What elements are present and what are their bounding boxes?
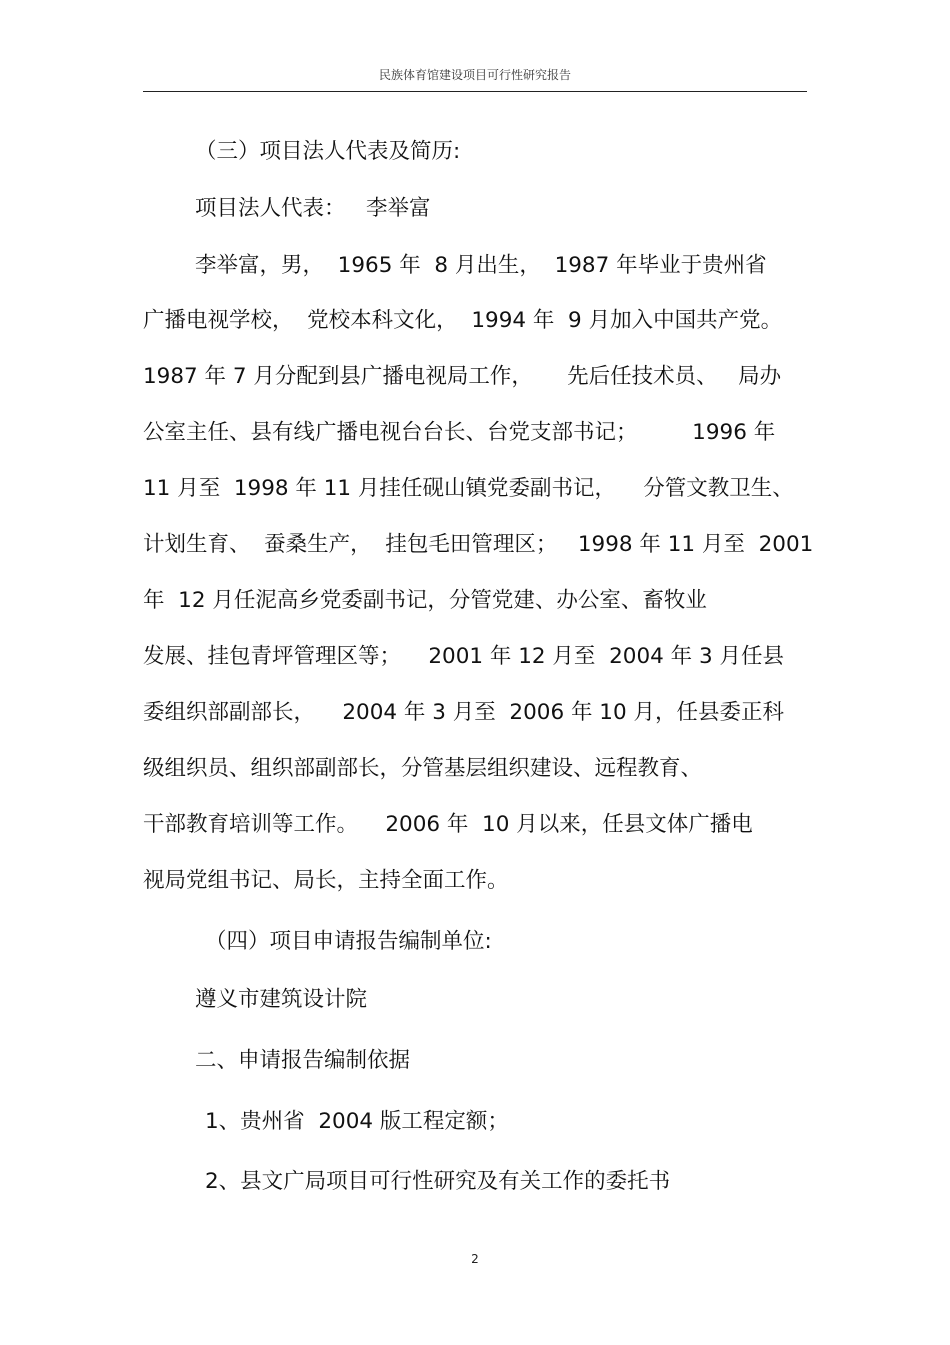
running-header: 民族体育馆建设项目可行性研究报告: [378, 68, 571, 82]
section3-heading: （三）项目法人代表及简历:: [195, 139, 461, 164]
basis-item: 1、贵州省 2004 版工程定额；: [205, 1109, 509, 1134]
legal-representative-line: 项目法人代表： 李举富: [195, 196, 431, 221]
basis-item: 2、县文广局项目可行性研究及有关工作的委托书: [205, 1169, 671, 1194]
bio-line: 发展、挂包青坪管理区等； 2001 年 12 月至 2004 年 3 月任县: [143, 644, 784, 669]
bio-line: 广播电视学校， 党校本科文化， 1994 年 9 月加入中国共产党。: [143, 308, 783, 333]
compiling-unit: 遵义市建筑设计院: [195, 987, 368, 1012]
bio-line: 委组织部副部长， 2004 年 3 月至 2006 年 10 月，任县委正科: [143, 700, 784, 725]
bio-line: 李举富，男， 1965 年 8 月出生， 1987 年毕业于贵州省: [195, 253, 767, 278]
bio-line: 级组织员、组织部副部长，分管基层组织建设、远程教育、: [143, 756, 703, 781]
bio-line: 11 月至 1998 年 11 月挂任砚山镇党委副书记， 分管文教卫生、: [143, 476, 794, 501]
bio-line: 视局党组书记、局长，主持全面工作。: [143, 868, 509, 893]
bio-line: 计划生育、 蚕桑生产， 挂包毛田管理区； 1998 年 11 月至 2001: [143, 532, 814, 557]
bio-line: 公室主任、县有线广播电视台台长、台党支部书记； 1996 年: [143, 420, 776, 445]
bio-line: 干部教育培训等工作。 2006 年 10 月以来，任县文体广播电: [143, 812, 753, 837]
header-rule: [143, 91, 807, 92]
section4-heading: （四）项目申请报告编制单位:: [205, 929, 492, 954]
basis-heading: 二、申请报告编制依据: [195, 1048, 411, 1073]
bio-line: 1987 年 7 月分配到县广播电视局工作， 先后任技术员、 局办: [143, 364, 782, 389]
bio-line: 年 12 月任泥高乡党委副书记，分管党建、办公室、畜牧业: [143, 588, 707, 613]
page-number: 2: [471, 1252, 479, 1266]
